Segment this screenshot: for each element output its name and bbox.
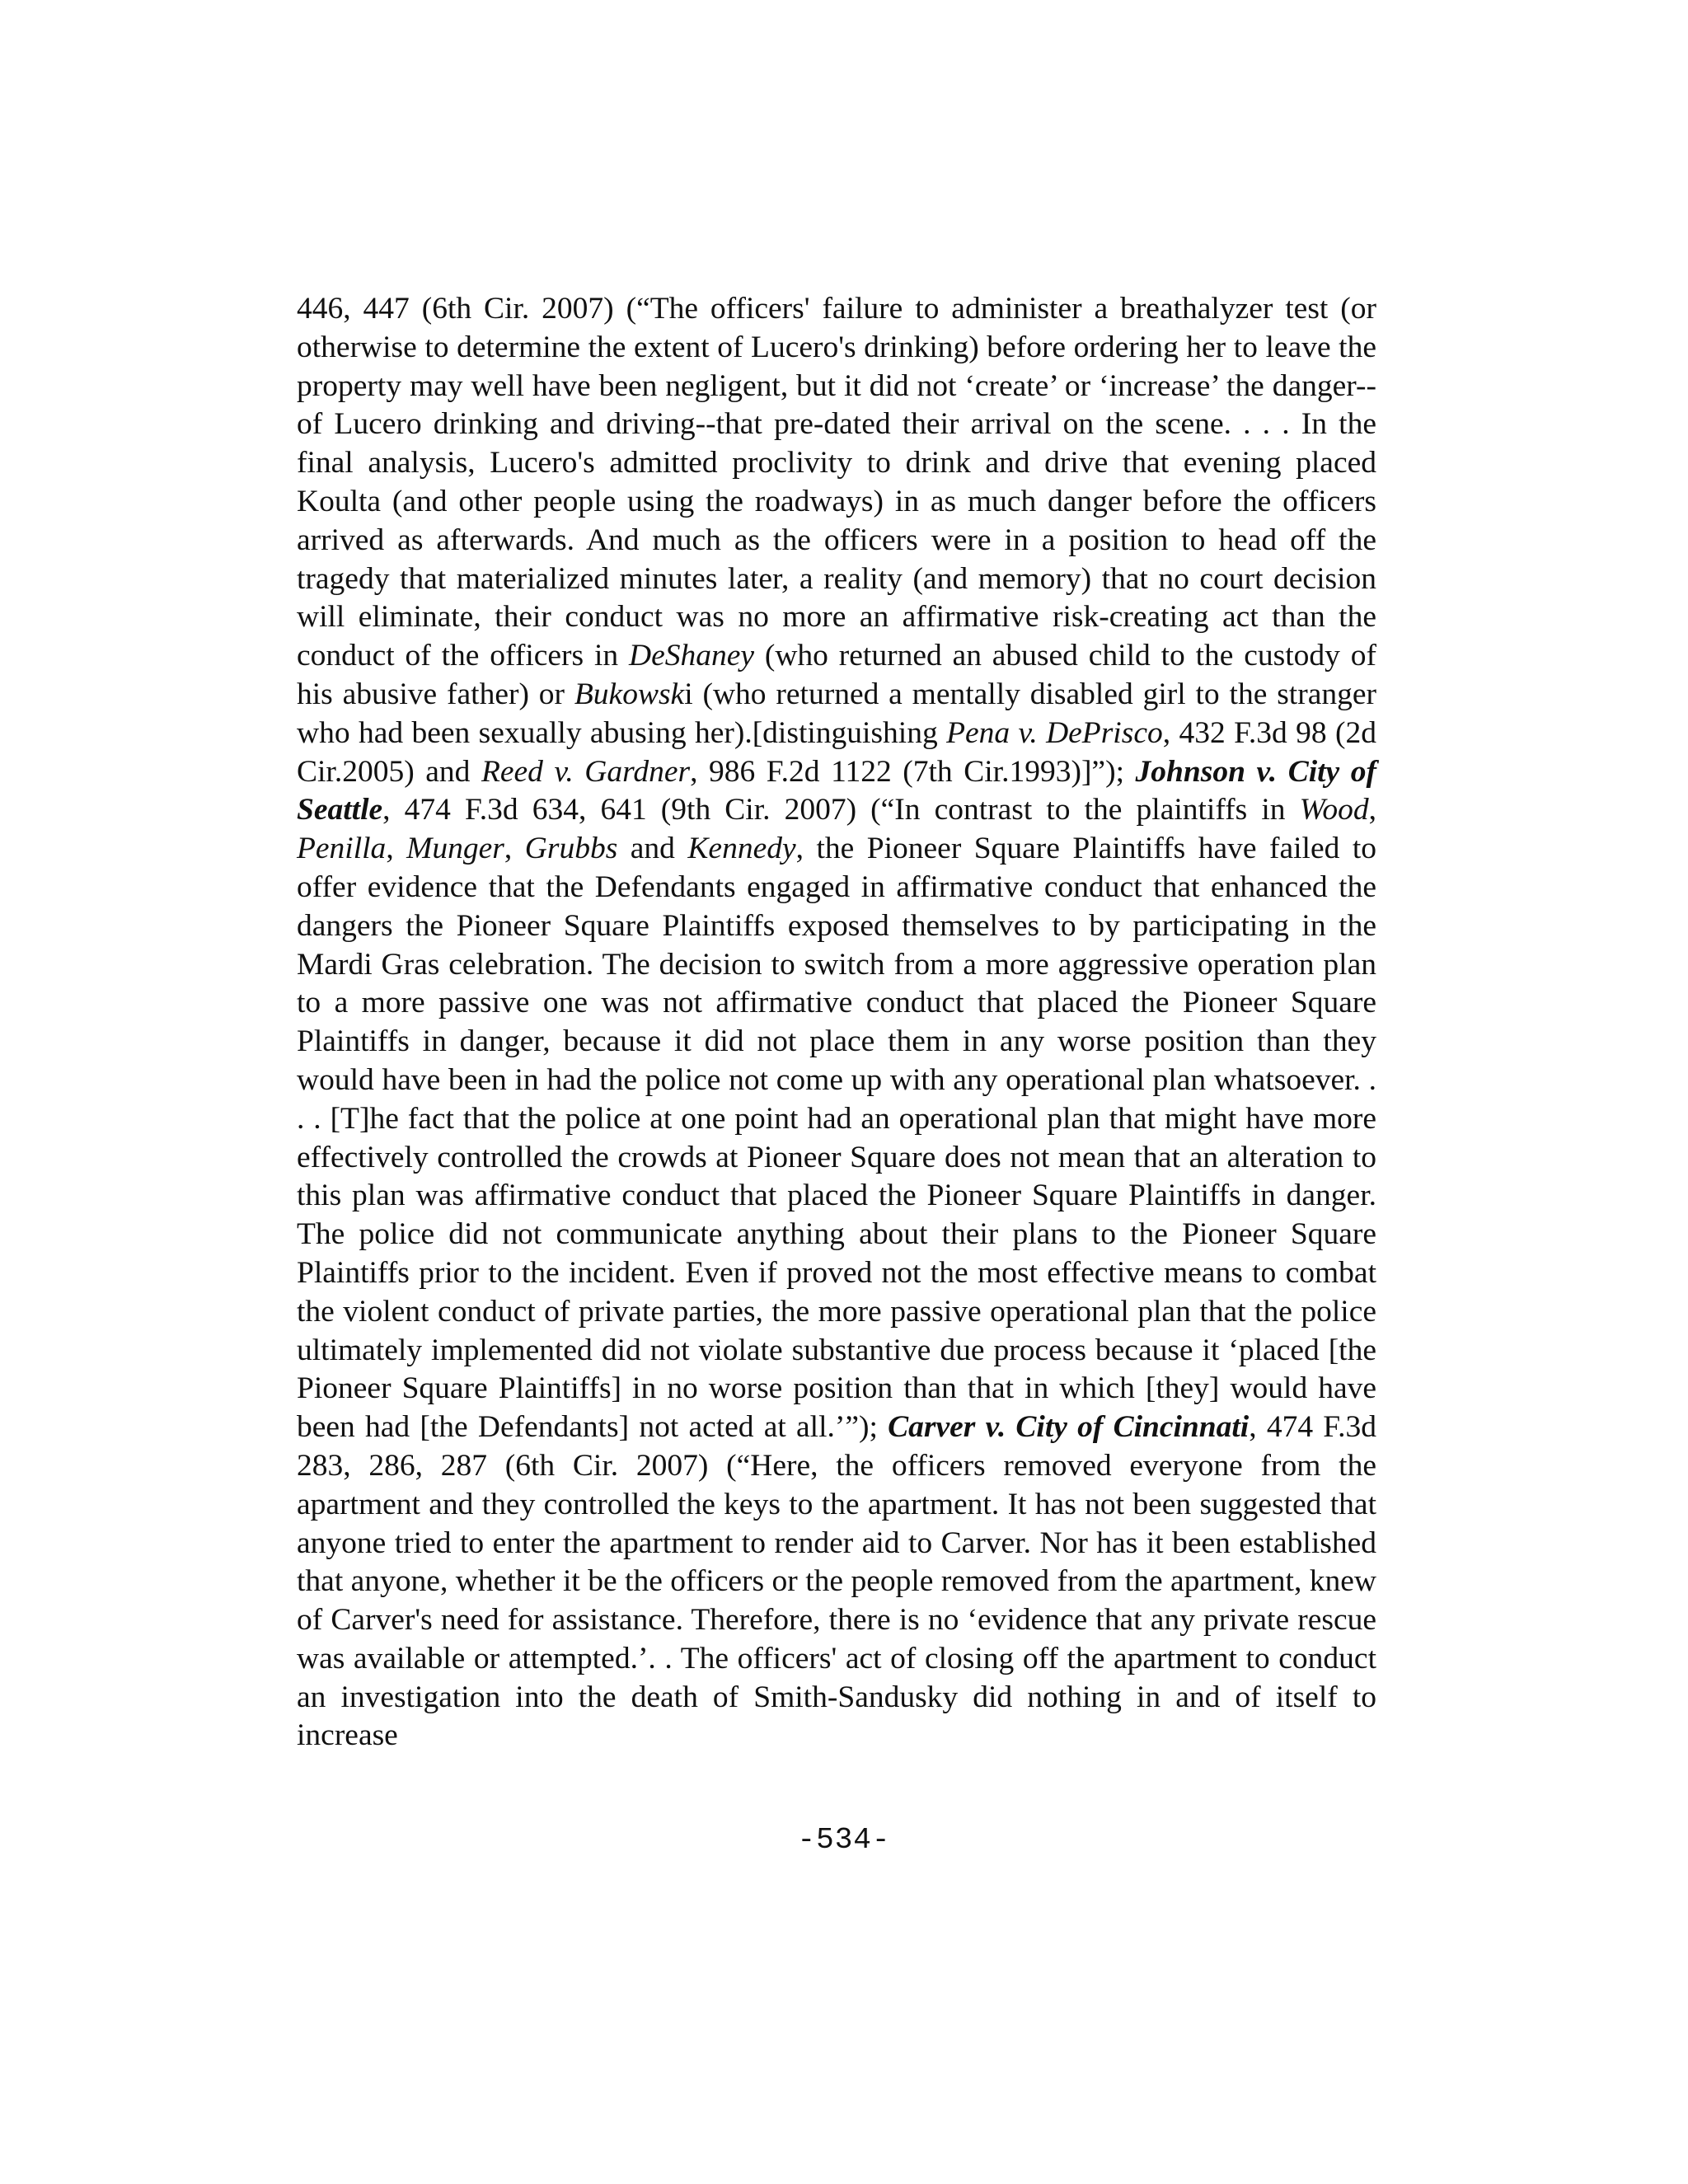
text-run: 446, 447 (6th Cir. 2007) (“The officers' failure to administer a breathalyzer test (or otherwise to determine the extent of Lucero's drinking) before ordering her to leave the property may well have been negligent, but it did not ‘create’ or ‘increase’ the danger--of Lucero drinking and driving--that pre-dated their arrival on the scene. . . . In the final analysis, Lucero's admitted proclivity to drink and drive that evening placed Koulta (and other people using the roadways) in as much danger before the officers arrived as afterwards. And much as the officers were in a position to head off the tragedy that materialized minutes later, a reality (and memory) that no court decision will eliminate, their conduct was no more an affirmative risk-creating act than the conduct of the officers in [297, 292, 1376, 673]
text-run: , the Pioneer Square Plaintiffs have failed to offer evidence that the Defendants engaged in affirmative conduct that enhanced the dangers the Pioneer Square Plaintiffs exposed themselves to by participating in the Mardi Gras celebration. The decision to switch from a more aggressive operation plan to a more passive one was not affirmative conduct that placed the Pioneer Square Plaintiffs in danger, because it did not place them in any worse position than they would have been in had the police not come up with any operational plan whatsoever. . . . [T]he fact that the police at one point had an operational plan that might have more effectively controlled the crowds at Pioneer Square does not mean that an alteration to this plan was affirmative conduct that placed the Pioneer Square Plaintiffs in danger. The police did not communicate anything about their plans to the Pioneer Square Plaintiffs prior to the incident. Even if proved not the most effective means to combat the violent conduct of private parties, the more passive operational plan that the police ultimately implemented did not violate substantive due process because it ‘placed [the Pioneer Square Plaintiffs] in no worse position than that in which [they] would have been had [the Defendants] not acted at all.’”); [297, 832, 1376, 1445]
case-name-italic: Wood [1299, 793, 1369, 827]
case-citation-title: Carver v. City of Cincinnati [888, 1410, 1250, 1445]
body-paragraph [297, 290, 1376, 1755]
text-run: i (who returned a mentally disabled girl to the stranger who had been sexually abusing her).[distinguishing [297, 677, 1376, 750]
case-name-italic: Munger [406, 832, 504, 866]
text-run: , 474 F.3d 634, 641 (9th Cir. 2007) (“In contrast to the plaintiffs in [382, 793, 1300, 827]
text-run: , 474 F.3d 283, 286, 287 (6th Cir. 2007) (“Here, the officers removed everyone from the apartment and they controlled the keys to the apartment. It has not been suggested that anyone tried to enter the apartment to render aid to Carver. Nor has it been established that anyone, whether it be the officers or the people removed from the apartment, knew of Carver's need for assistance. Therefore, there is no ‘evidence that any private rescue was available or attempted.’. . The officers' act of closing off the apartment to conduct an investigation into the death of Smith-Sandusky did nothing in and of itself to increase [297, 1410, 1377, 1753]
case-name-italic: Reed v. Gardner [481, 754, 691, 789]
case-name-italic: Kennedy [687, 832, 796, 866]
text-run: (who returned an abused child to the custody of his abusive father) or [297, 639, 1377, 711]
case-name-italic: Penilla [297, 832, 387, 866]
text-run: and [617, 832, 688, 866]
page-number: -534- [797, 1823, 891, 1857]
case-name-italic: Grubbs [524, 832, 618, 866]
case-citation-bold [888, 1410, 1249, 1444]
case-citation-title: Johnson v. City of Seattle [297, 754, 1376, 827]
case-name-italic: DeShaney [629, 639, 755, 673]
text-run: , 432 F.3d 98 (2d Cir.2005) and [297, 715, 1377, 789]
case-name-italic: Pena v. DePrisco [946, 715, 1163, 750]
case-name-italic: Bukowsk [574, 677, 685, 711]
text-run: , [1368, 793, 1376, 827]
text-run: , [386, 832, 407, 866]
text-run: , [504, 832, 525, 866]
text-run: , 986 F.2d 1122 (7th Cir.1993)]”); [690, 754, 1136, 789]
